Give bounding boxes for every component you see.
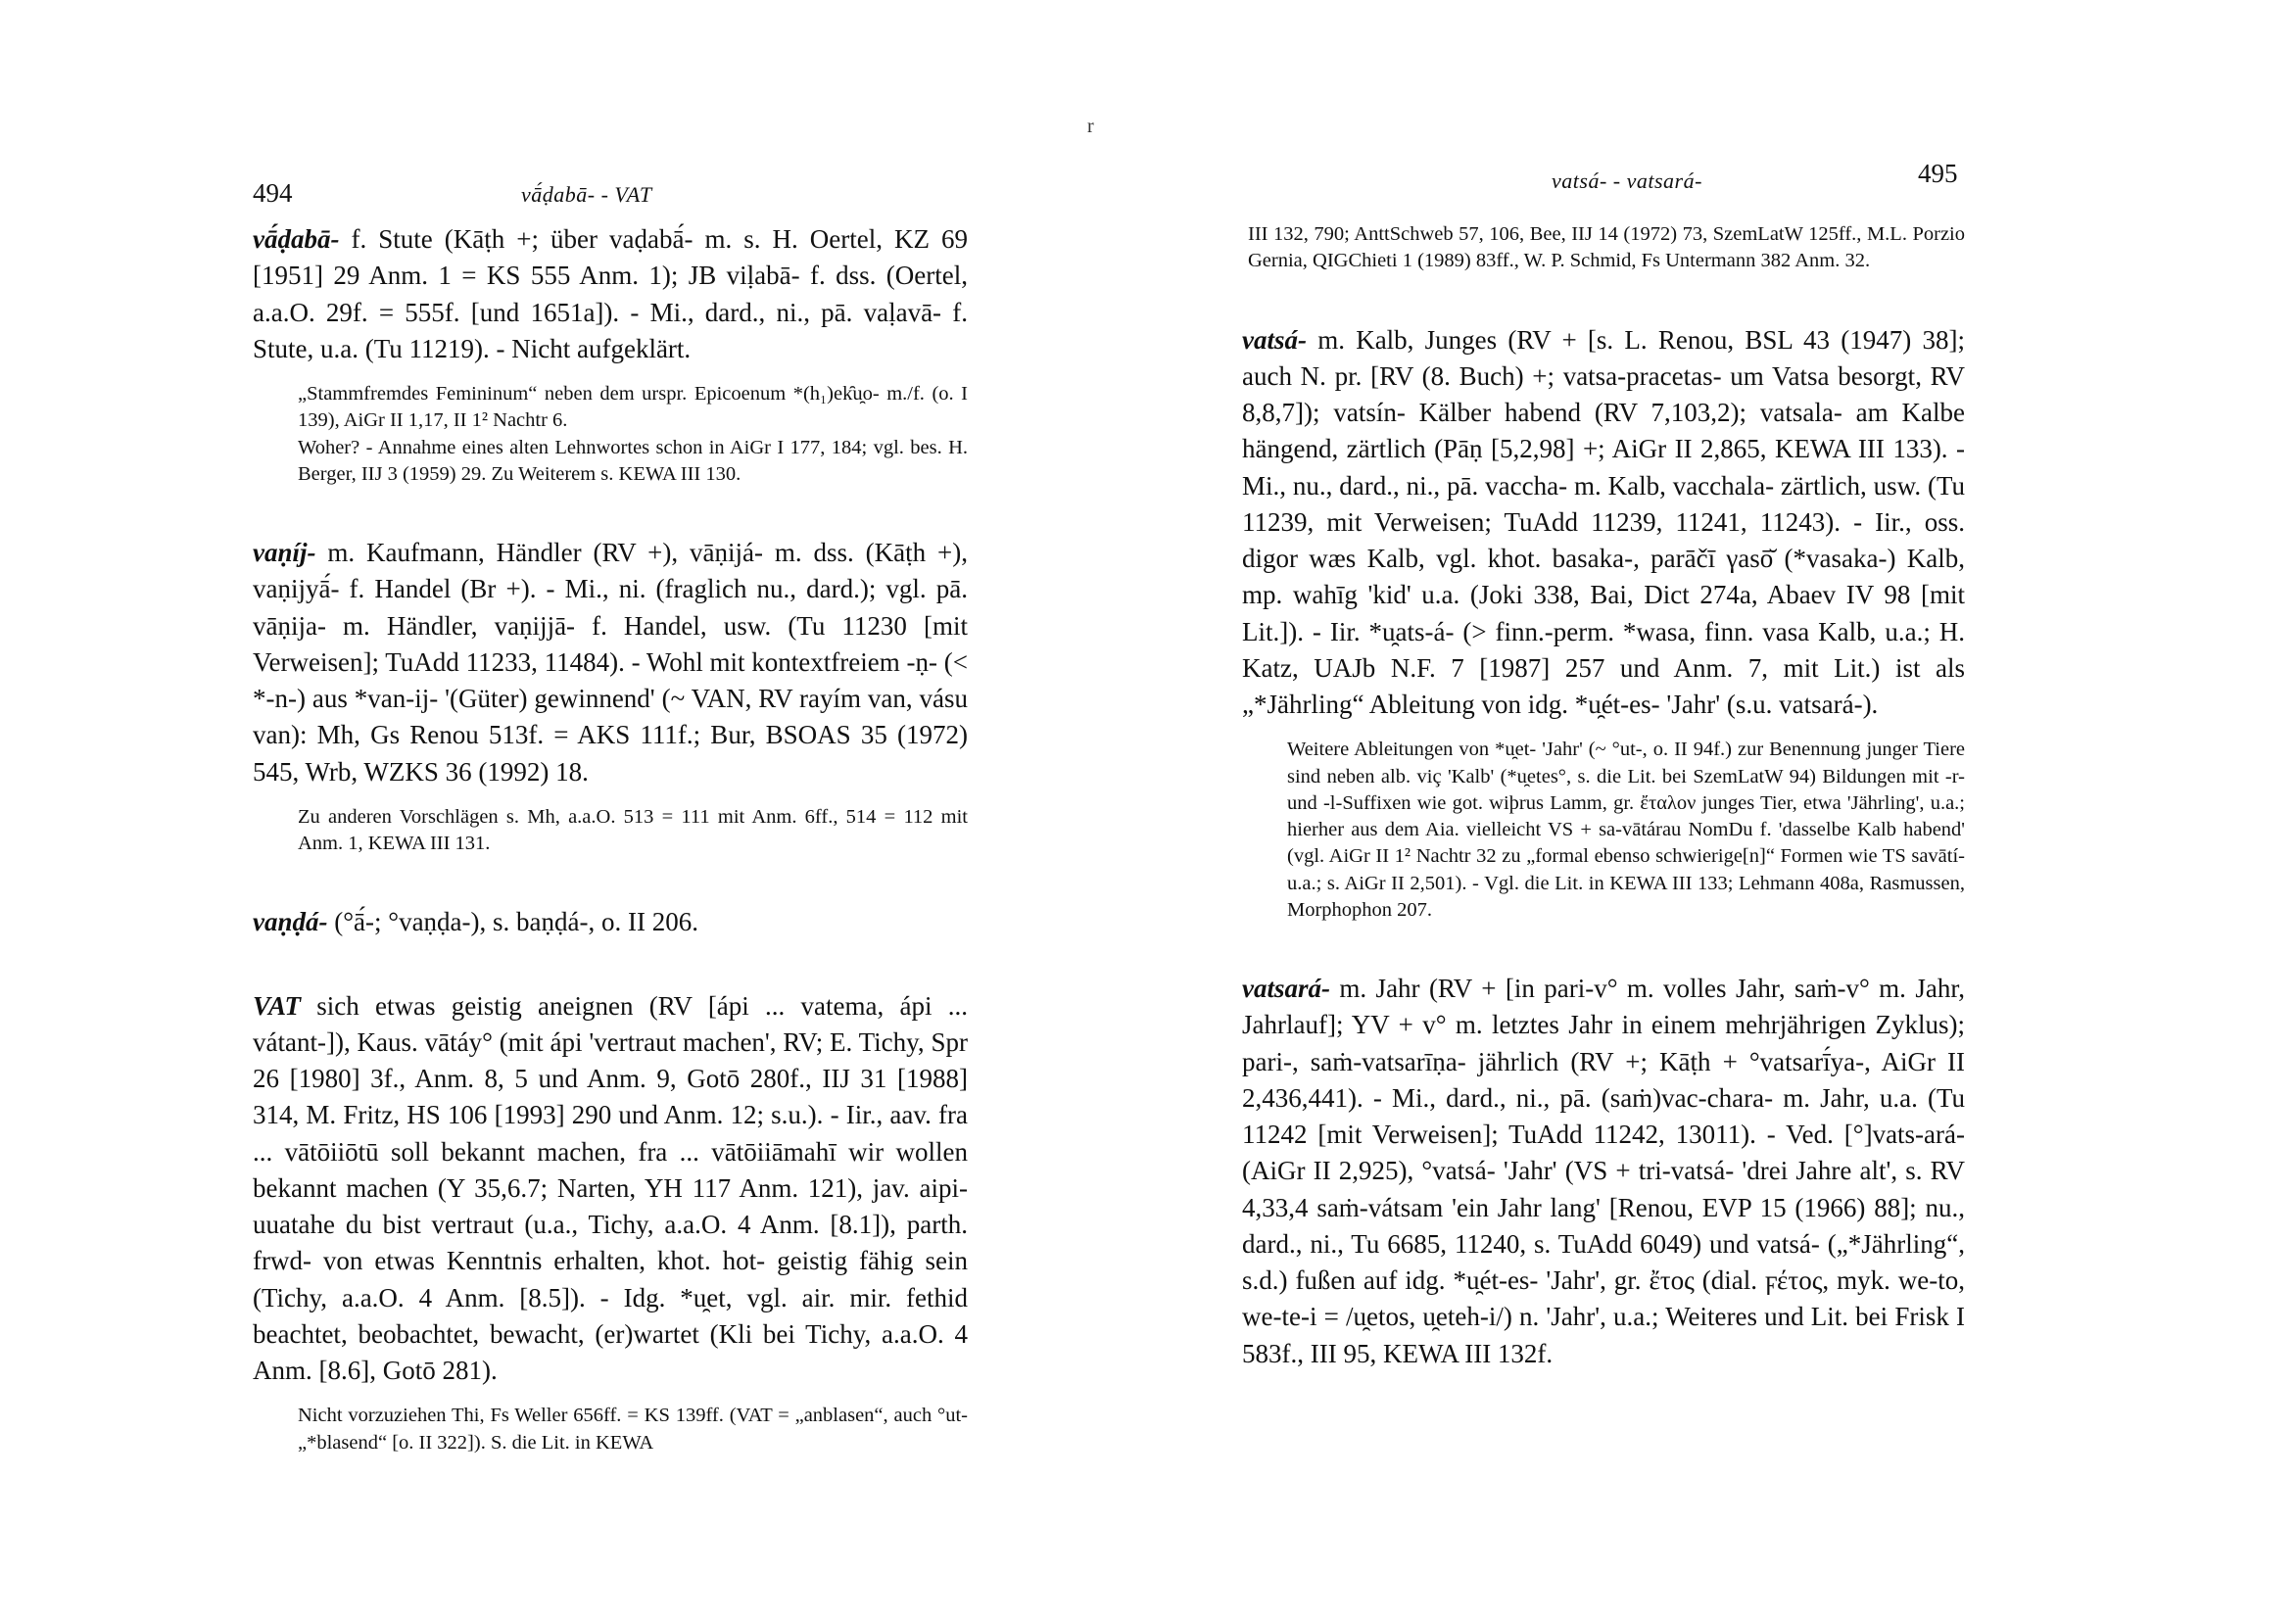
entry-text: m. Kaufmann, Händler (RV +), vāṇijá- m. dss. (Kāṭh +), vaṇijyā́- f. Handel (Br +). - Mi., ni. (fraglich nu., dard.); vgl. pā. vāṇija- m. Händler, vaṇijjā- f. Handel, usw. (Tu 11230 [mit Verweisen]; TuAdd 11233, 11484). - Wohl mit kontextfreiem -ṇ- (< *-n-) aus *van-ij- '(Güter) gewinnend' (~ VAN, RV rayím van, vásu van): Mh, Gs Renou 513f. = AKS 111f.; Bur, BSOAS 35 (1972) 545, Wrb, WZKS 36 (1992) 18. <box>253 538 968 787</box>
entry-vanda <box>253 904 968 940</box>
gutter-mark: r <box>1087 116 1094 137</box>
note: III 132, 790; AnttSchweb 57, 106, Bee, IIJ 14 (1972) 73, SzemLatW 125ff., M.L. Porzio Gernia, QIGChieti 1 (1989) 83ff., W. P. Schmid, Fs Untermann 382 Anm. 32. <box>1248 223 1965 272</box>
headword: vatsará- <box>1242 974 1330 1003</box>
entry-text: f. Stute (Kāṭh +; über vaḍabā́- m. s. H. Oertel, KZ 69 [1951] 29 Anm. 1 = KS 555 Anm. 1); JB viḷabā- f. dss. (Oertel, a.a.O. 29f. = 555f. [und 1651a]). - Mi., dard., ni., pā. vaḷavā- f. Stute, u.a. (Tu 11219). - Nicht aufgeklärt. <box>253 224 968 363</box>
entry-vatsa <box>1242 322 1965 724</box>
running-head-left: vā́ḍabā- - VAT <box>521 182 652 207</box>
note: Nicht vorzuziehen Thi, Fs Weller 656ff. = KS 139ff. (VAT = „anblasen“, auch °ut- „*blasend“ [o. II 322]). S. die Lit. in KEWA <box>298 1405 968 1454</box>
headword: vatsá- <box>1242 324 1307 355</box>
entry-vanij <box>253 535 968 790</box>
running-head-right: vatsá- - vatsará- <box>1552 168 1702 193</box>
note: „Stammfremdes Femininum“ neben dem urspr. Epicoenum *(h₁)ek̑u̯o- m./f. (o. I 139), AiGr II 1,17, II 1² Nachtr 6. <box>298 383 968 432</box>
note: Woher? - Annahme eines alten Lehnwortes schon in AiGr I 177, 184; vgl. bes. H. Berger, IIJ 3 (1959) 29. Zu Weiterem s. KEWA III 130. <box>298 436 968 485</box>
page-number-left: 494 <box>253 178 293 208</box>
right-column <box>1242 221 1965 1372</box>
right-page <box>1148 0 2296 1622</box>
entry-text: m. Kalb, Junges (RV + [s. L. Renou, BSL 43 (1947) 38]; auch N. pr. [RV (8. Buch) +; vatsa-pracetas- um Vatsa besorgt, RV 8,8,7]); vatsín- Kälber habend (RV 7,103,2); vatsala- am Kalbe hängend, zärtlich (Pāṇ [5,2,98] +; AiGr II 2,865, KEWA III 133). - Mi., nu., dard., ni., pā. vaccha- m. Kalb, vacchala- zärtlich, usw. (Tu 11239, mit Verweisen; TuAdd 11239, 11241, 11243). - Iir., oss. digor wæs Kalb, vgl. khot. basaka-, parāčī γasō̆ (*vasaka-) Kalb, mp. wahīg 'kid' u.a. (Joki 338, Bai, Dict 274a, Abaev IV 98 [mit Lit.]). - Iir. *u̯ats-á- (> finn.-perm. *wasa, finn. vasa Kalb, u.a.; H. Katz, UAJb N.F. 7 [1987] 257 und Anm. 7, mit Lit.) ist als „*Jährling“ Ableitung von idg. *u̯ét-es- 'Jahr' (s.u. vatsará-). <box>1242 324 1965 719</box>
entry-vadaba <box>253 221 968 367</box>
entry-vatsara <box>1242 971 1965 1372</box>
page-number-right: 495 <box>1918 159 1958 188</box>
entry-text: (°ā́-; °vaṇḍa-), s. baṇḍá-, o. II 206. <box>327 907 698 937</box>
entry-vat <box>253 988 968 1390</box>
headword: vaṇḍá- <box>253 907 328 937</box>
headword: vaṇíj- <box>253 538 316 567</box>
entry-text: sich etwas geistig aneignen (RV [ápi ... vatema, ápi ... vátant-]), Kaus. vātáy° (mit ápi 'vertraut machen', RV; E. Tichy, Spr 26 [1980] 3f., Anm. 8, 5 und Anm. 9, Gotō 280f., IIJ 31 [1988] 314, M. Fritz, HS 106 [1993] 290 und Anm. 12; s.u.). - Iir., aav. fra ... vātōiiōtū soll bekannt machen, fra ... vātōiiāmahī wir wollen bekannt machen (Y 35,6.7; Narten, YH 117 Anm. 121), jav. aipi-uuatahe du bist vertraut (u.a., Tichy, a.a.O. 4 Anm. [8.1]), parth. frwd- von etwas Kenntnis erhalten, khot. hot- geistig fähig sein (Tichy, a.a.O. 4 Anm. [8.5]). - Idg. *u̯et, vgl. air. mir. fethid beachtet, beobachtet, bewacht, (er)wartet (Kli bei Tichy, a.a.O. 4 Anm. [8.6], Gotō 281). <box>253 990 968 1385</box>
note: Zu anderen Vorschlägen s. Mh, a.a.O. 513 = 111 mit Anm. 6ff., 514 = 112 mit Anm. 1, KEWA III 131. <box>298 805 968 854</box>
headword: VAT <box>253 990 302 1021</box>
note: Weitere Ableitungen von *u̯et- 'Jahr' (~ °ut-, o. II 94f.) zur Benennung junger Tiere sind neben alb. viç 'Kalb' (*u̯etes°, s. die Lit. bei SzemLatW 94) Bildungen mit -r- und -l-Suffixen wie got. wiþrus Lamm, gr. ἔταλον junges Tier, etwa 'Jährling', u.a.; hierher aus dem Aia. vielleicht VS + sa-vātárau NomDu f. 'dasselbe Kalb habend' (vgl. AiGr II 1² Nachtr 32 zu „formal ebenso schwierige[n]“ Formen wie TS savātí- u.a.; s. AiGr II 2,501). - Vgl. die Lit. in KEWA III 133; Lehmann 408a, Rasmussen, Morphophon 207. <box>1287 739 1965 921</box>
left-column <box>253 221 968 1456</box>
entry-text: m. Jahr (RV + [in pari-v° m. volles Jahr, saṁ-v° m. Jahr, Jahrlauf]; YV + v° m. letztes Jahr in einem mehrjährigen Zyklus); pari-, saṁ-vatsarīṇa- jährlich (RV +; Kāṭh + °vatsarī́ya-, AiGr II 2,436,441). - Mi., dard., ni., pā. (saṁ)vac-chara- m. Jahr, u.a. (Tu 11242 [mit Verweisen]; TuAdd 11242, 13011). - Ved. [°]vats-ará- (AiGr II 2,925), °vatsá- 'Jahr' (VS + tri-vatsá- 'drei Jahre alt', s. RV 4,33,4 saṁ-vátsam 'ein Jahr lang' [Renou, EVP 15 (1966) 88]; nu., dard., ni., Tu 6685, 11240, s. TuAdd 6049) und vatsá- („*Jährling“, s.d.) fußen auf idg. *u̯ét-es- 'Jahr', gr. ἔτος (dial. ϝέτος, myk. we-to, we-te-i = /u̯etos, u̯eteh-i/) n. 'Jahr', u.a.; Weiteres und Lit. bei Frisk I 583f., III 95, KEWA III 132f. <box>1242 974 1965 1368</box>
headword: vā́ḍabā- <box>253 224 340 254</box>
